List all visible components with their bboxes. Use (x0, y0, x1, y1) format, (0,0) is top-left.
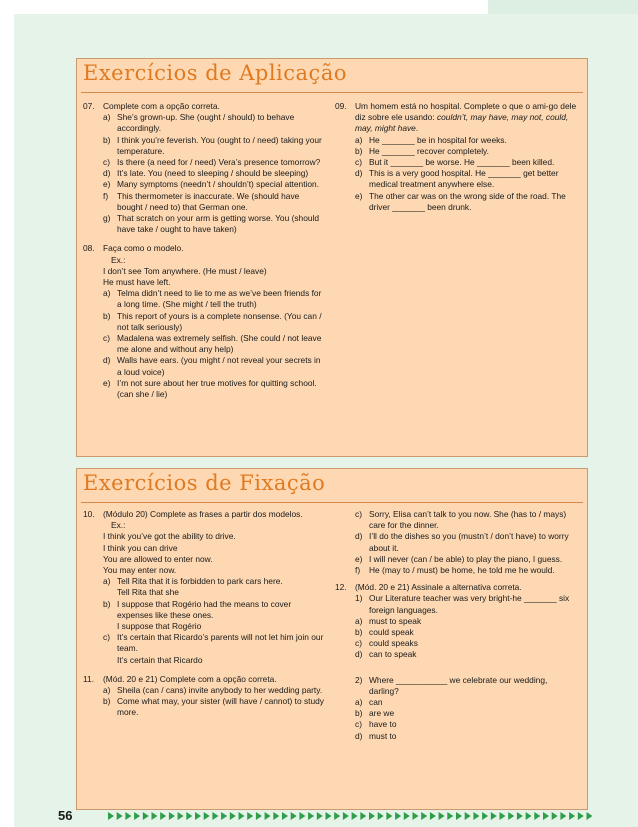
fixacao-heading: Exercícios de Fixação (83, 471, 326, 495)
green-arrow-icon (343, 812, 349, 820)
list-item (103, 696, 325, 718)
option-marker: b) (355, 708, 363, 719)
green-arrow-icon (482, 812, 488, 820)
green-arrow-icon (369, 812, 375, 820)
green-arrow-icon (569, 812, 575, 820)
question-08 (83, 243, 325, 400)
example-line: I don’t see Tom anywhere. (He must / leave) (103, 265, 267, 276)
question-prompt: Complete com a opção correta. (103, 101, 220, 111)
item-marker: e) (355, 190, 363, 201)
question-07 (83, 101, 325, 235)
item-text: Walls have ears. (you might / not reveal your secrets in a loud voice) (117, 355, 321, 377)
question-prompt: (Módulo 20) Complete as frases a partir dos modelos. (103, 509, 303, 519)
option-item (355, 649, 577, 660)
question-prompt: Faça como o modelo. (103, 243, 184, 254)
aplicacao-heading: Exercícios de Aplicação (83, 61, 347, 85)
green-arrow-icon (212, 812, 218, 820)
aplicacao-panel (76, 58, 588, 457)
green-arrow-icon (291, 812, 297, 820)
option-marker: c) (355, 638, 362, 649)
item-text: She’s grown-up. She (ought / should) to behave accordingly. (117, 112, 295, 134)
list-item (103, 632, 325, 654)
item-marker: f) (103, 190, 109, 201)
item-text: Many symptoms (needn’t / shouldn’t) special attention. (117, 179, 320, 190)
item-marker: b) (355, 145, 363, 156)
item-marker: c) (103, 333, 110, 344)
green-arrow-icon (256, 812, 262, 820)
item-text: I’m not sure about her true motives for quitting school. (can she / lie) (117, 377, 317, 400)
option-item (355, 708, 577, 719)
item-marker: e) (103, 377, 111, 388)
list-item (103, 168, 325, 179)
heading-divider (81, 502, 583, 503)
green-arrow-icon (526, 812, 532, 820)
green-arrow-icon (239, 812, 245, 820)
green-arrow-icon (413, 812, 419, 820)
green-arrow-icon (195, 812, 201, 820)
answer-stem: I suppose that Rogério (117, 621, 202, 632)
green-arrow-icon (204, 812, 210, 820)
item-text: The other car was on the wrong side of the road. The driver _______ been drunk. (369, 190, 566, 212)
item-text: This thermometer is inaccurate. We (should have bought / need to) that German one. (117, 190, 300, 212)
list-item (355, 135, 577, 146)
question-prompt: (Mód. 20 e 21) Assinale a alternativa correta. (355, 582, 522, 593)
green-arrow-icon (491, 812, 497, 820)
list-item (103, 311, 325, 333)
item-text: I suppose that Rogério had the means to cover expenses like these ones. (117, 598, 292, 620)
item-marker: d) (103, 168, 111, 179)
green-arrow-icon (299, 812, 305, 820)
item-text: I’ll do the dishes so you (mustn’t / don’t have) to worry about it. (369, 531, 569, 553)
prompt-text: Um homem está no hospital. Complete o que o ami-go dele diz sobre ele usando: (355, 101, 577, 123)
option-item (355, 638, 577, 649)
list-item (103, 213, 325, 235)
item-text: It’s certain that Ricardo’s parents will not let him join our team. (117, 632, 324, 654)
example-label: Ex.: (111, 520, 126, 531)
question-number: 09. (335, 101, 347, 111)
green-arrow-icon (273, 812, 279, 820)
list-item (355, 157, 577, 168)
list-item (355, 593, 577, 615)
list-item (103, 685, 325, 696)
option-text: can (369, 697, 383, 708)
list-item (355, 675, 577, 697)
list-item (103, 599, 325, 621)
item-marker: a) (103, 685, 111, 696)
part-1 (355, 593, 577, 660)
item-text: Sorry, Elisa can’t talk to you now. She (has to / mays) care for the dinner. (369, 509, 567, 531)
option-item (355, 719, 577, 730)
item-text: This report of yours is a complete nonsense. (You can / not talk seriously) (117, 310, 322, 332)
green-arrow-icon (186, 812, 192, 820)
item-text: Come what may, your sister (will have / cannot) to study more. (117, 696, 324, 718)
item-text: It’s late. You (need to sleeping / should be sleeping) (117, 168, 309, 179)
item-marker: e) (103, 179, 111, 190)
item-text: That scratch on your arm is getting worse. You (should have take / ought to have taken) (117, 213, 320, 235)
green-arrow-icon (152, 812, 158, 820)
question-11 (83, 674, 325, 719)
option-text: are we (369, 708, 395, 719)
item-marker: 2) (355, 674, 363, 685)
list-item (103, 378, 325, 400)
green-arrow-icon (404, 812, 410, 820)
question-prompt (355, 101, 577, 135)
item-marker: d) (355, 168, 363, 179)
green-arrow-icon (308, 812, 314, 820)
item-text: I will never (can / be able) to play the piano, I guess. (369, 553, 563, 564)
answer-stem: Tell Rita that she (117, 587, 179, 598)
option-item (355, 697, 577, 708)
option-item (355, 616, 577, 627)
fixacao-panel (76, 468, 588, 810)
list-item (355, 565, 577, 576)
green-arrow-icon (378, 812, 384, 820)
question-prompt: (Mód. 20 e 21) Complete com a opção correta. (103, 673, 277, 684)
list-item (103, 112, 325, 134)
item-text: He _______ be in hospital for weeks. (369, 134, 507, 145)
item-text: I think you’re feverish. You (ought to / need) taking your temperature. (117, 134, 322, 156)
option-marker: d) (355, 730, 363, 741)
green-arrow-icon (160, 812, 166, 820)
option-item (355, 627, 577, 638)
item-marker: a) (355, 134, 363, 145)
example-line: You are allowed to enter now. (103, 553, 213, 564)
corner-decoration-top (488, 0, 638, 14)
list-item (103, 355, 325, 377)
option-marker: a) (355, 615, 363, 626)
option-text: could speak (369, 627, 414, 638)
item-marker: e) (355, 553, 363, 564)
list-item (355, 509, 577, 531)
green-arrow-icon (352, 812, 358, 820)
list-item (355, 554, 577, 565)
item-marker: c) (355, 157, 362, 168)
question-11-continued (355, 509, 577, 576)
green-arrow-icon (178, 812, 184, 820)
green-arrow-icon (143, 812, 149, 820)
green-arrow-icon (534, 812, 540, 820)
list-item (355, 191, 577, 213)
example-line: He must have left. (103, 277, 171, 288)
green-arrow-icon (117, 812, 123, 820)
green-arrow-icon (125, 812, 131, 820)
green-arrow-icon (578, 812, 584, 820)
item-marker: c) (355, 509, 362, 519)
question-number: 08. (83, 243, 95, 254)
green-arrow-icon (517, 812, 523, 820)
green-arrow-icon (386, 812, 392, 820)
green-arrow-icon (230, 812, 236, 820)
example-label: Ex.: (111, 254, 126, 265)
question-12 (335, 582, 577, 742)
green-arrow-icon (247, 812, 253, 820)
item-text: Our Literature teacher was very bright-he _______ six foreign languages. (369, 593, 570, 615)
item-marker: b) (103, 134, 111, 145)
item-marker: d) (355, 531, 363, 542)
part-2 (355, 675, 577, 742)
example-line: I think you’ve got the ability to drive. (103, 531, 236, 542)
item-marker: c) (103, 632, 110, 643)
list-item (103, 191, 325, 213)
green-arrow-icon (169, 812, 175, 820)
option-marker: a) (355, 697, 363, 708)
heading-divider (81, 92, 583, 93)
item-marker: b) (103, 696, 111, 707)
item-text: Madalena was extremely selfish. (She could / not leave me alone and without any help) (117, 333, 322, 355)
item-marker: a) (103, 288, 111, 299)
question-number: 11. (83, 673, 95, 684)
item-marker: g) (103, 213, 111, 224)
arrow-row (108, 811, 598, 821)
item-marker: a) (103, 112, 111, 123)
question-number: 10. (83, 509, 95, 519)
green-arrow-icon (447, 812, 453, 820)
green-arrow-icon (456, 812, 462, 820)
item-marker: 1) (355, 593, 363, 604)
green-arrow-icon (334, 812, 340, 820)
list-item (103, 576, 325, 587)
option-marker: b) (355, 627, 363, 638)
green-arrow-icon (134, 812, 140, 820)
green-arrow-icon (465, 812, 471, 820)
green-arrow-icon (221, 812, 227, 820)
item-text: Sheila (can / cans) invite anybody to her wedding party. (117, 685, 323, 696)
example-line: I think you can drive (103, 542, 178, 553)
item-text: Tell Rita that it is forbidden to park cars here. (117, 576, 283, 587)
green-arrow-icon (430, 812, 436, 820)
option-text: have to (369, 719, 397, 730)
list-item (103, 135, 325, 157)
list-item (355, 168, 577, 190)
item-text: But it _______ be worse. He _______ been killed. (369, 157, 555, 168)
green-arrow-icon (552, 812, 558, 820)
green-arrow-icon (421, 812, 427, 820)
aplicacao-right-column (335, 101, 577, 219)
green-arrow-icon (360, 812, 366, 820)
option-marker: d) (355, 649, 363, 660)
green-arrow-icon (500, 812, 506, 820)
answer-stem: It’s certain that Ricardo (117, 654, 203, 665)
list-item (355, 531, 577, 553)
option-text: can to speak (369, 649, 417, 660)
green-arrow-icon (317, 812, 323, 820)
question-10 (83, 509, 325, 666)
option-marker: c) (355, 719, 362, 730)
aplicacao-left-column (83, 101, 325, 406)
green-arrow-icon (473, 812, 479, 820)
green-arrow-icon (587, 812, 593, 820)
item-marker: d) (103, 355, 111, 366)
green-arrow-icon (108, 812, 114, 820)
item-text: He (may to / must) be home, he told me he would. (369, 565, 555, 576)
option-text: must to (369, 730, 397, 741)
green-arrow-icon (282, 812, 288, 820)
item-text: Telma didn’t need to lie to me as we’ve been friends for a long time. (She might / tell the truth) (117, 288, 322, 310)
list-item (103, 157, 325, 168)
fixacao-left-column (83, 509, 325, 725)
item-text: Is there (a need for / need) Vera’s presence tomorrow? (117, 157, 321, 168)
question-number: 12. (335, 582, 347, 593)
green-arrow-icon (265, 812, 271, 820)
list-item (355, 146, 577, 157)
green-arrow-icon (508, 812, 514, 820)
green-arrow-icon (326, 812, 332, 820)
green-arrow-icon (395, 812, 401, 820)
green-arrow-icon (543, 812, 549, 820)
item-text: This is a very good hospital. He _______ get better medical treatment anywhere else. (369, 168, 559, 190)
option-item (355, 731, 577, 742)
item-marker: b) (103, 598, 111, 609)
question-number: 07. (83, 101, 95, 111)
prompt-end: . (415, 123, 419, 134)
green-arrow-icon (439, 812, 445, 820)
green-arrow-icon (560, 812, 566, 820)
item-marker: a) (103, 576, 111, 587)
item-marker: c) (103, 157, 110, 168)
list-item (103, 179, 325, 190)
example-line: You may enter now. (103, 565, 177, 576)
item-marker: f) (355, 565, 361, 576)
page-number: 56 (58, 808, 73, 823)
fixacao-right-column (335, 509, 577, 748)
item-marker: b) (103, 310, 111, 321)
question-09 (335, 101, 577, 213)
option-text: must to speak (369, 615, 422, 626)
option-text: could speaks (369, 638, 418, 649)
item-text: Where ___________ we celebrate our wedding, darling? (369, 674, 548, 696)
modal-list: couldn’t, may have, may not, could, may, might have (355, 112, 569, 134)
list-item (103, 333, 325, 355)
item-text: He _______ recover completely. (369, 145, 489, 156)
list-item (103, 288, 325, 310)
